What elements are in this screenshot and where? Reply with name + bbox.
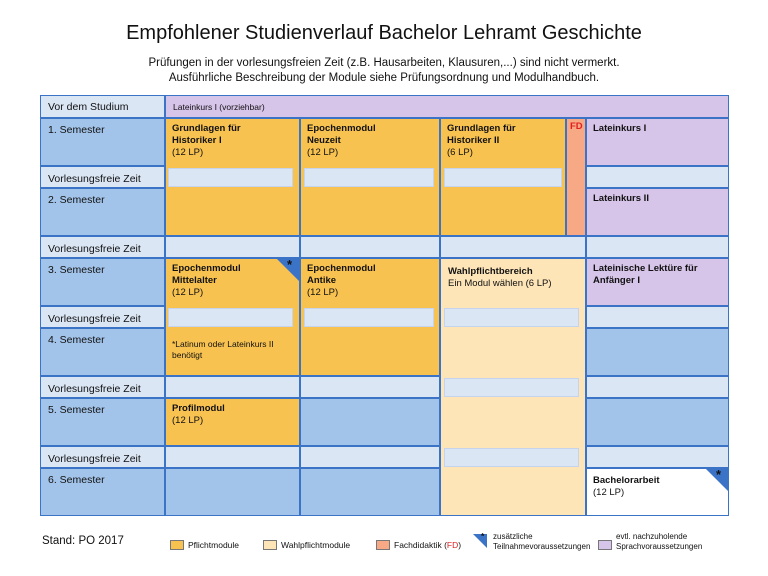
module-bachelorarbeit-lp: (12 LP) [593, 487, 625, 498]
vf4-col1 [165, 376, 300, 398]
stand-label: Stand: PO 2017 [42, 535, 124, 547]
vf1-col4 [586, 166, 729, 188]
legend-zusatz-icon [473, 534, 487, 548]
s6-col2 [300, 468, 440, 516]
fd-label: FD [570, 121, 583, 132]
module-profil-text [166, 399, 296, 427]
module-neuzeit-title: Epochenmodul Neuzeit [307, 123, 376, 146]
module-grundlagen-1-title: Grundlagen für Historiker I [172, 123, 241, 146]
legend-fd-swatch [376, 540, 390, 550]
module-lektuere-title: Lateinische Lektüre für Anfänger I [593, 263, 698, 286]
module-fachdidaktik [566, 118, 586, 236]
subtitle-line-1: Prüfungen in der vorlesungsfreien Zeit (z.B. Hausarbeiten, Klausuren,...) sind nicht vermerkt. [148, 57, 620, 69]
subtitle-line-2: Ausführliche Beschreibung der Module siehe Prüfungsordnung und Modulhandbuch. [168, 72, 600, 84]
row-label-vf4: Vorlesungsfreie Zeit [48, 383, 141, 395]
module-latein-2-text [587, 189, 727, 205]
row-label-vor: Vor dem Studium [48, 101, 129, 113]
s6-col1 [165, 468, 300, 516]
module-wahlpflicht-title: Wahlpflichtbereich [448, 266, 533, 277]
row-label-s2: 2. Semester [48, 194, 105, 206]
row-label-vf2: Vorlesungsfreie Zeit [48, 243, 141, 255]
s5-col4 [586, 398, 729, 446]
module-latein-2-title: Lateinkurs II [593, 193, 649, 204]
vf5-col1 [165, 446, 300, 468]
page-title: Empfohlener Studienverlauf Bachelor Lehramt Geschichte [126, 22, 642, 44]
legend-sprach-swatch [598, 540, 612, 550]
module-antike-lp: (12 LP) [307, 287, 339, 298]
vf2-col4 [586, 236, 729, 258]
latinum-note: *Latinum oder Lateinkurs II benötigt [172, 339, 274, 360]
module-grundlagen-2-title: Grundlagen für Historiker II [447, 123, 516, 146]
zusatz-star-icon: * [287, 257, 293, 272]
legend-pflicht-label: Pflichtmodule [188, 540, 240, 550]
vf1-col2-box [304, 168, 434, 187]
row-label-vf5: Vorlesungsfreie Zeit [48, 453, 141, 465]
module-bachelorarbeit-title: Bachelorarbeit [593, 475, 660, 486]
module-neuzeit-lp: (12 LP) [307, 147, 339, 158]
row-label-vf1: Vorlesungsfreie Zeit [48, 173, 141, 185]
module-grundlagen-1-lp: (12 LP) [172, 147, 204, 158]
row-label-s5: 5. Semester [48, 404, 105, 416]
module-grundlagen-1-text [166, 119, 296, 159]
vf2-col3 [440, 236, 586, 258]
bachelor-star-icon: * [716, 467, 722, 482]
legend-fd-suffix: ) [458, 540, 462, 550]
module-latein-1-text [587, 119, 727, 135]
module-antike-title: Epochenmodul Antike [307, 263, 376, 286]
vf3-col1-box [168, 308, 293, 327]
legend-wahl-label: Wahlpflichtmodule [281, 540, 351, 550]
legend-zusatz-star: * [481, 531, 485, 541]
legend-sprach-label: evtl. nachzuholende Sprachvoraussetzungen [616, 532, 703, 551]
row-label-s1: 1. Semester [48, 124, 105, 136]
module-profil-title: Profilmodul [172, 403, 225, 414]
module-grundlagen-2-text [441, 119, 563, 159]
module-latein-1-title: Lateinkurs I [593, 123, 647, 134]
module-antike-text [301, 259, 436, 299]
module-wahlpflicht-text [442, 262, 582, 290]
vf3-col2-box [304, 308, 434, 327]
row-label-vf3: Vorlesungsfreie Zeit [48, 313, 141, 325]
vf4-col2 [300, 376, 440, 398]
row-label-s3: 3. Semester [48, 264, 105, 276]
vf4-col3-box [444, 378, 579, 397]
module-mittelalter-title: Epochenmodul Mittelalter [172, 263, 241, 286]
vf3-col4 [586, 306, 729, 328]
vf2-col1 [165, 236, 300, 258]
s4-col4 [586, 328, 729, 376]
vf1-col1-box [168, 168, 293, 187]
legend-zusatz-label: zusätzliche Teilnahmevoraussetzungen [493, 532, 591, 551]
module-profil-lp: (12 LP) [172, 415, 204, 426]
module-latein-vorziehbar-label: Lateinkurs I (vorziehbar) [173, 102, 265, 112]
vf2-col2 [300, 236, 440, 258]
vf5-col3-box [444, 448, 579, 467]
vf4-col4 [586, 376, 729, 398]
module-mittelalter-lp: (12 LP) [172, 287, 204, 298]
legend-fd-prefix: Fachdidaktik ( [394, 540, 447, 550]
legend-wahl-swatch [263, 540, 277, 550]
vf3-col3-box [444, 308, 579, 327]
vf5-col4 [586, 446, 729, 468]
vf1-col3-box [444, 168, 562, 187]
s5-col2 [300, 398, 440, 446]
module-neuzeit-text [301, 119, 436, 159]
legend-fd-label [394, 540, 461, 550]
module-lektuere-text [587, 259, 727, 287]
module-grundlagen-2-lp: (6 LP) [447, 147, 473, 158]
row-label-s6: 6. Semester [48, 474, 105, 486]
legend-fd-abbr: FD [446, 540, 459, 550]
module-latein-vorziehbar [165, 95, 729, 118]
legend-pflicht-swatch [170, 540, 184, 550]
row-label-s4: 4. Semester [48, 334, 105, 346]
module-bachelorarbeit-text [587, 469, 707, 499]
module-wahlpflicht-sub: Ein Modul wählen (6 LP) [448, 278, 552, 289]
vf5-col2 [300, 446, 440, 468]
